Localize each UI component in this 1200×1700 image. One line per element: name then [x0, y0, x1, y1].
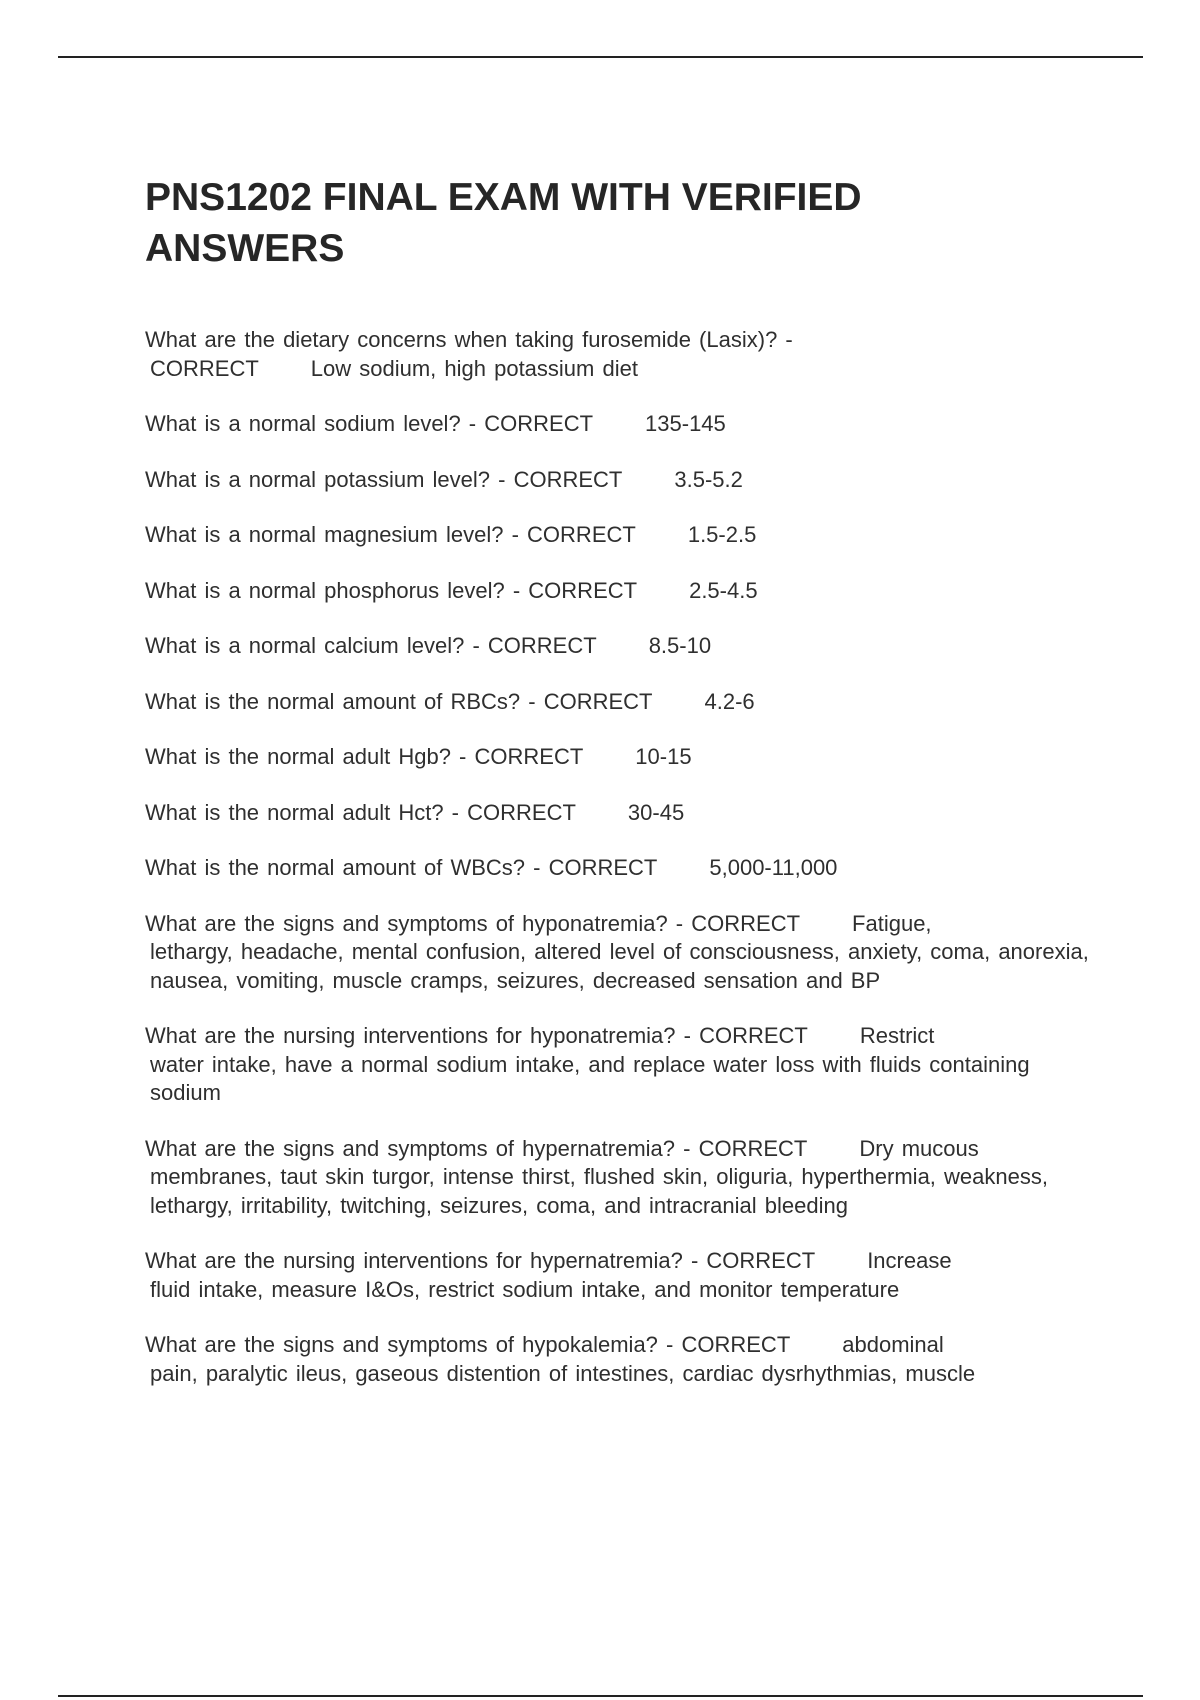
answer-text: 135-145 — [645, 411, 726, 436]
question-text: What is a normal calcium level? - — [145, 633, 480, 658]
qa-item — [145, 688, 1095, 717]
answer-text: 2.5-4.5 — [689, 577, 758, 603]
correct-label: CORRECT — [150, 355, 259, 381]
question-text: What is the normal amount of WBCs? - — [145, 855, 541, 880]
question-text: What are the signs and symptoms of hypokalemia? - — [145, 1332, 674, 1357]
answer-continuation: fluid intake, measure I&Os, restrict sodium intake, and monitor temperature — [150, 1276, 900, 1302]
qa-list — [145, 326, 1095, 1415]
correct-label: CORRECT — [698, 1135, 808, 1161]
qa-item — [145, 799, 1095, 828]
qa-item — [145, 910, 1095, 996]
qa-item — [145, 410, 1095, 439]
answer-continuation: pain, paralytic ileus, gaseous distention of intestines, cardiac dysrhythmias, muscle — [150, 1360, 976, 1386]
question-text: What are the signs and symptoms of hypernatremia? - — [145, 1135, 691, 1161]
answer-text: abdominal — [842, 1332, 944, 1357]
answer-text: 3.5-5.2 — [674, 466, 743, 492]
correct-label: CORRECT — [681, 1332, 791, 1357]
correct-label: CORRECT — [467, 799, 576, 825]
page-title — [145, 172, 1045, 274]
question-text: What is a normal phosphorus level? - — [145, 577, 521, 603]
answer-text: 4.2-6 — [704, 688, 755, 714]
question-text: What is a normal magnesium level? - — [145, 522, 519, 547]
correct-label: CORRECT — [543, 688, 653, 714]
question-text: What are the nursing interventions for hypernatremia? - — [145, 1248, 699, 1273]
top-rule — [58, 56, 1143, 58]
correct-label: CORRECT — [484, 411, 594, 436]
answer-text: 1.5-2.5 — [687, 522, 757, 547]
qa-item — [145, 1331, 1095, 1388]
answer-text: 5,000-11,000 — [709, 855, 838, 880]
qa-item — [145, 1247, 1095, 1304]
correct-label: CORRECT — [474, 744, 584, 769]
question-text: What are the dietary concerns when taking furosemide (Lasix)? - — [145, 327, 793, 352]
correct-label: CORRECT — [513, 466, 623, 492]
correct-label: CORRECT — [706, 1248, 816, 1273]
question-text: What is a normal sodium level? - — [145, 411, 477, 436]
qa-item — [145, 632, 1095, 661]
question-text: What is the normal adult Hct? - — [145, 799, 460, 825]
answer-continuation: membranes, taut skin turgor, intense thirst, flushed skin, oliguria, hyperthermia, weakness, lethargy, irritability, twitching, seizures, coma, and intracranial bleeding — [150, 1164, 1048, 1218]
correct-label: CORRECT — [699, 1023, 808, 1048]
answer-continuation: lethargy, headache, mental confusion, altered level of consciousness, anxiety, coma, anorexia, nausea, vomiting, muscle cramps, seizures, decreased sensation and BP — [150, 939, 1089, 993]
answer-text: Increase — [867, 1248, 952, 1273]
answer-text: 10-15 — [635, 744, 692, 769]
question-text: What is the normal amount of RBCs? - — [145, 688, 536, 714]
qa-item — [145, 743, 1095, 772]
correct-label: CORRECT — [691, 910, 801, 936]
title-line-2: ANSWERS — [145, 227, 345, 270]
title-line-1: PNS1202 FINAL EXAM WITH VERIFIED — [145, 176, 862, 219]
question-text: What is a normal potassium level? - — [145, 466, 506, 492]
qa-item — [145, 521, 1095, 550]
question-text: What are the signs and symptoms of hyponatremia? - — [145, 910, 684, 936]
qa-item — [145, 1135, 1095, 1221]
correct-label: CORRECT — [548, 855, 658, 880]
answer-text: Dry mucous — [859, 1135, 979, 1161]
answer-text: 8.5-10 — [648, 633, 712, 658]
qa-item — [145, 1022, 1095, 1108]
qa-item — [145, 854, 1095, 883]
qa-item — [145, 577, 1095, 606]
qa-item — [145, 326, 1095, 383]
correct-label: CORRECT — [528, 577, 638, 603]
bottom-rule — [58, 1695, 1143, 1697]
correct-label: CORRECT — [527, 522, 636, 547]
question-text: What is the normal adult Hgb? - — [145, 744, 467, 769]
answer-text: 30-45 — [627, 799, 685, 825]
correct-label: CORRECT — [487, 633, 597, 658]
answer-text: Low sodium, high potassium diet — [310, 355, 638, 381]
qa-item — [145, 466, 1095, 495]
answer-continuation: water intake, have a normal sodium intake, and replace water loss with fluids containing sodium — [150, 1051, 1030, 1105]
answer-text: Fatigue, — [852, 910, 932, 936]
answer-text: Restrict — [859, 1023, 935, 1048]
question-text: What are the nursing interventions for hyponatremia? - — [145, 1023, 691, 1048]
